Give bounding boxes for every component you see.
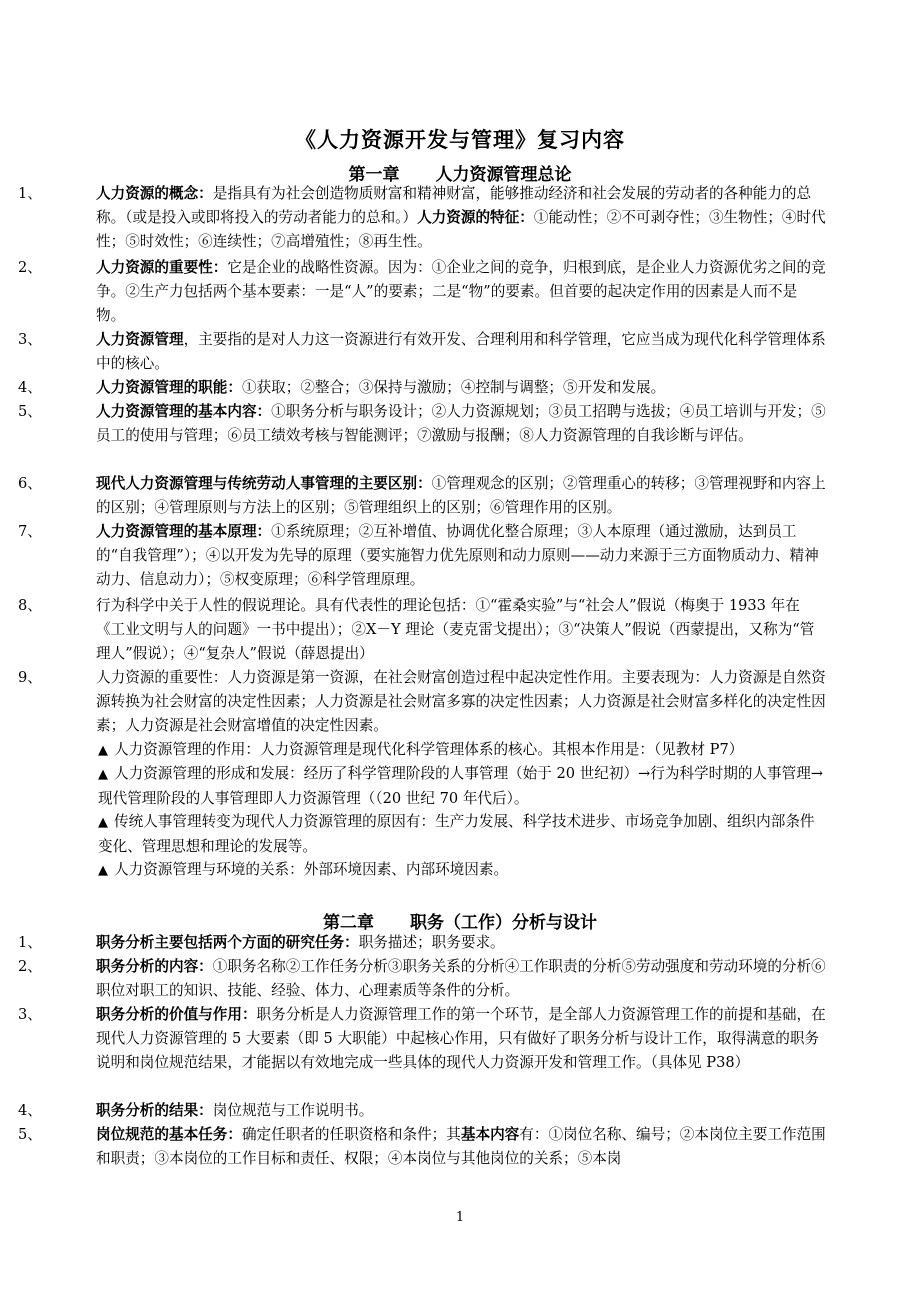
item-number: 3、 [18,1006,42,1023]
item-text: 岗位规范与工作说明书。 [212,1102,374,1119]
item-number: 2、 [18,958,42,975]
item-text: 行为科学中关于人性的假说理论。具有代表性的理论包括：①“霍桑实验”与“社会人”假说（梅奥于 1933 年在《工业文明与人的问题》一书中提出）；②X－Y 理论（麦克雷戈提出）；③“决策人”假说（西蒙提出，又称为“管理人”假说）；④“复杂人”假说（薛恩提出） [96,597,815,663]
item-text: 职务描述；职务要求。 [358,934,505,951]
note-item [98,738,826,763]
item-text: 确定任职者的任职资格和条件；其 [241,1126,461,1143]
triangle-icon: ▲ [98,767,108,782]
list-item [18,182,826,255]
item-heading: 岗位规范的基本任务： [96,1126,242,1143]
item-text: ①职务分析与职务设计；②人力资源规划；③员工招聘与选拔；④员工培训与开发；⑤员工的使用与管理；⑥员工绩效考核与智能测评；⑦激励与报酬；⑧人力资源管理的自我诊断与评估。 [96,403,826,445]
item-text: ①能动性；②不可剥夺性；③生物性；④时代性；⑤时效性；⑥连续性；⑦高增殖性；⑧再生性。 [96,209,826,251]
item-number: 1、 [18,185,42,202]
item-heading: 人力资源管理的基本原理： [96,523,272,540]
list-item [18,400,826,448]
item-text: ，主要指的是对人力这一资源进行有效开发、合理利用和科学管理，它应当成为现代化科学管理体系中的核心。 [96,331,826,373]
item-number: 2、 [18,259,42,276]
item-heading: 人力资源管理的基本内容： [96,403,272,420]
item-text: ①职务名称②工作任务分析③职务关系的分析④工作职责的分析⑤劳动强度和劳动环境的分析⑥职位对职工的知识、技能、经验、体力、心理素质等条件的分析。 [96,958,826,1000]
item-number: 3、 [18,331,42,348]
note-text: 人力资源管理的形成和发展：经历了科学管理阶段的人事管理（始于 20 世纪初）→行为科学时期的人事管理→现代管理阶段的人事管理即人力资源管理（（20 世纪 70 年代后）。 [98,765,824,808]
item-heading: 人力资源的特征： [417,209,534,227]
item-number: 6、 [18,475,42,492]
page-number: 1 [455,1210,465,1225]
item-heading: 职务分析的价值与作用： [96,1006,257,1023]
item-number: 5、 [18,403,42,420]
note-text: 人力资源管理与环境的关系：外部环境因素、内部环境因素。 [114,861,509,878]
note-item [98,858,826,883]
list-item [18,1123,826,1171]
list-item [18,1099,826,1123]
list-item [18,666,826,739]
list-item [18,520,826,593]
item-text: ①获取；②整合；③保持与激励；④控制与调整；⑤开发和发展。 [241,379,666,396]
item-number: 1、 [18,934,42,951]
item-heading: 现代人力资源管理与传统劳动人事管理的主要区别： [96,475,432,492]
item-heading: 人力资源的重要性： [96,259,228,276]
chapter-number: 第二章 [323,913,374,933]
list-item [18,955,826,1003]
item-text: 它是企业的战略性资源。因为：①企业之间的竞争，归根到底，是企业人力资源优劣之间的竞争。②生产力包括两个基本要素：一是“人”的要素；二是“物”的要素。但首要的起决定作用的因素是人而不是物。 [96,259,826,325]
note-text: 人力资源管理的作用：人力资源管理是现代化科学管理体系的核心。其根本作用是：（见教材 P7） [114,741,744,758]
list-item [18,328,826,376]
item-heading: 人力资源管理的职能： [96,379,242,396]
item-text: ①管理观念的区别；②管理重心的转移；③管理视野和内容上的区别；④管理原则与方法上的区别；⑤管理组织上的区别；⑥管理作用的区别。 [96,475,826,517]
item-heading: 人力资源管理 [96,331,184,348]
chapter-number: 第一章 [348,165,400,185]
item-number: 8、 [18,597,42,614]
item-text: 有：①岗位名称、编号；②本岗位主要工作范围和职责；③本岗位的工作目标和责任、权限；④本岗位与其他岗位的关系；⑤本岗 [96,1126,826,1168]
item-text: 是指具有为社会创造物质财富和精神财富，能够推动经济和社会发展的劳动者的各种能力的总称。（或是投入或即将投入的劳动者能力的总和。） [96,185,812,227]
note-item [98,810,826,859]
triangle-icon: ▲ [98,815,108,830]
chapter-name: 人力资源管理总论 [435,165,572,185]
triangle-icon: ▲ [98,863,108,878]
list-item [18,1003,826,1076]
list-item [18,376,826,400]
document-title: 《人力资源开发与管理》复习内容 [295,127,625,152]
item-heading: 人力资源的概念： [96,185,213,202]
item-text: 人力资源的重要性：人力资源是第一资源，在社会财富创造过程中起决定性作用。主要表现为：人力资源是自然资源转换为社会财富的决定性因素；人力资源是社会财富多寡的决定性因素；人力资源是社会财富多样化的决定性因素；人力资源是社会财富增值的决定性因素。 [96,669,826,735]
chapter-name: 职务（工作）分析与设计 [410,913,597,933]
note-text: 传统人事管理转变为现代人力资源管理的原因有：生产力发展、科学技术进步、市场竞争加剧、组织内部条件变化、管理思想和理论的发展等。 [98,813,815,856]
note-item [98,762,826,811]
list-item [18,931,826,955]
item-number: 9、 [18,669,42,686]
item-heading: 职务分析主要包括两个方面的研究任务： [96,934,359,951]
item-heading: 职务分析的结果： [96,1102,213,1119]
list-item [18,594,826,667]
item-number: 4、 [18,1102,42,1119]
chapter-2-heading [0,908,920,933]
triangle-icon: ▲ [98,743,108,758]
item-number: 4、 [18,379,42,396]
item-number: 7、 [18,523,42,540]
item-text: ①系统原理；②互补增值、协调优化整合原理；③人本原理（通过激励，达到员工的“自我管理”）；④以开发为先导的原理（要实施智力优先原则和动力原则——动力来源于三方面物质动力、精神动力、信息动力）；⑤权变原理；⑥科学管理原理。 [96,523,819,589]
item-text: 职务分析是人力资源管理工作的第一个环节，是全部人力资源管理工作的前提和基础，在现代人力资源管理的 5 大要素（即 5 大职能）中起核心作用，只有做好了职务分析与设计工作，取得满意的职务说明和岗位规范结果，才能据以有效地完成一些具体的现代人力资源开发和管理工作。（具体见 P38） [96,1006,826,1072]
list-item [18,472,826,520]
item-heading: 职务分析的内容： [96,958,213,975]
item-heading: 基本内容 [460,1126,520,1143]
item-number: 5、 [18,1126,42,1143]
list-item [18,256,826,329]
